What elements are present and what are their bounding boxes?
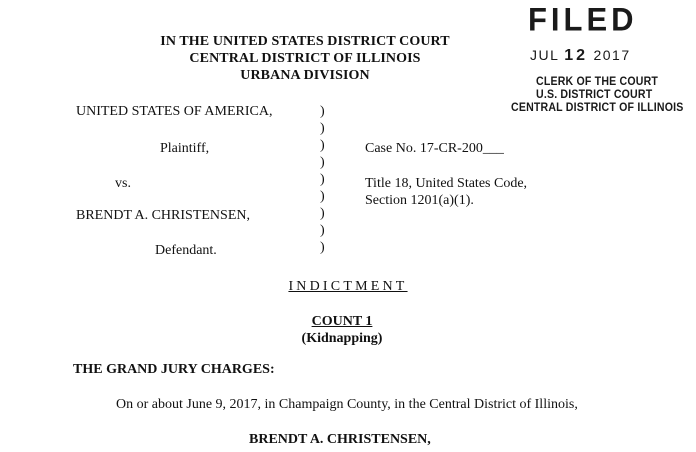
stamp-clerk-line: CLERK OF THE COURT bbox=[536, 76, 659, 88]
count-subtitle: (Kidnapping) bbox=[301, 331, 383, 346]
caption-bracket: ) bbox=[320, 172, 325, 187]
stamp-year: 2017 bbox=[593, 47, 631, 63]
grand-jury-charges: THE GRAND JURY CHARGES: bbox=[73, 362, 275, 377]
stamp-court-line: U.S. DISTRICT COURT bbox=[536, 89, 653, 101]
caption-bracket: ) bbox=[320, 223, 325, 238]
plaintiff-role: Plaintiff, bbox=[160, 141, 210, 156]
court-division-line: URBANA DIVISION bbox=[240, 68, 370, 83]
caption-bracket: ) bbox=[320, 155, 325, 170]
charge-paragraph: On or about June 9, 2017, in Champaign County, in the Central District of Illinois, bbox=[116, 397, 578, 412]
statute-citation-line2: Section 1201(a)(1). bbox=[365, 193, 474, 208]
stamp-month: JUL bbox=[530, 47, 559, 63]
defendant-role: Defendant. bbox=[155, 243, 217, 258]
document-heading bbox=[0, 279, 696, 295]
court-district-line: CENTRAL DISTRICT OF ILLINOIS bbox=[189, 51, 421, 66]
stamp-district-line: CENTRAL DISTRICT OF ILLINOIS bbox=[511, 102, 684, 114]
count-title: COUNT 1 bbox=[311, 314, 373, 329]
versus-label: vs. bbox=[115, 176, 131, 191]
filed-stamp-date bbox=[530, 47, 631, 65]
stamp-day: 12 bbox=[564, 47, 589, 64]
court-name-line: IN THE UNITED STATES DISTRICT COURT bbox=[160, 34, 450, 49]
caption-bracket: ) bbox=[320, 121, 325, 136]
defendant-name-body: BRENDT A. CHRISTENSEN, bbox=[249, 432, 431, 447]
caption-bracket: ) bbox=[320, 189, 325, 204]
case-number: Case No. 17-CR-200___ bbox=[365, 141, 504, 156]
plaintiff-name: UNITED STATES OF AMERICA, bbox=[76, 104, 273, 119]
defendant-name: BRENDT A. CHRISTENSEN, bbox=[76, 208, 250, 223]
count-heading bbox=[0, 314, 690, 330]
caption-bracket: ) bbox=[320, 104, 325, 119]
caption-bracket: ) bbox=[320, 206, 325, 221]
indictment-title: INDICTMENT bbox=[288, 279, 408, 294]
caption-bracket: ) bbox=[320, 138, 325, 153]
statute-citation-line1: Title 18, United States Code, bbox=[365, 176, 528, 191]
caption-bracket: ) bbox=[320, 240, 325, 255]
filed-stamp-title: FILED bbox=[528, 1, 638, 38]
